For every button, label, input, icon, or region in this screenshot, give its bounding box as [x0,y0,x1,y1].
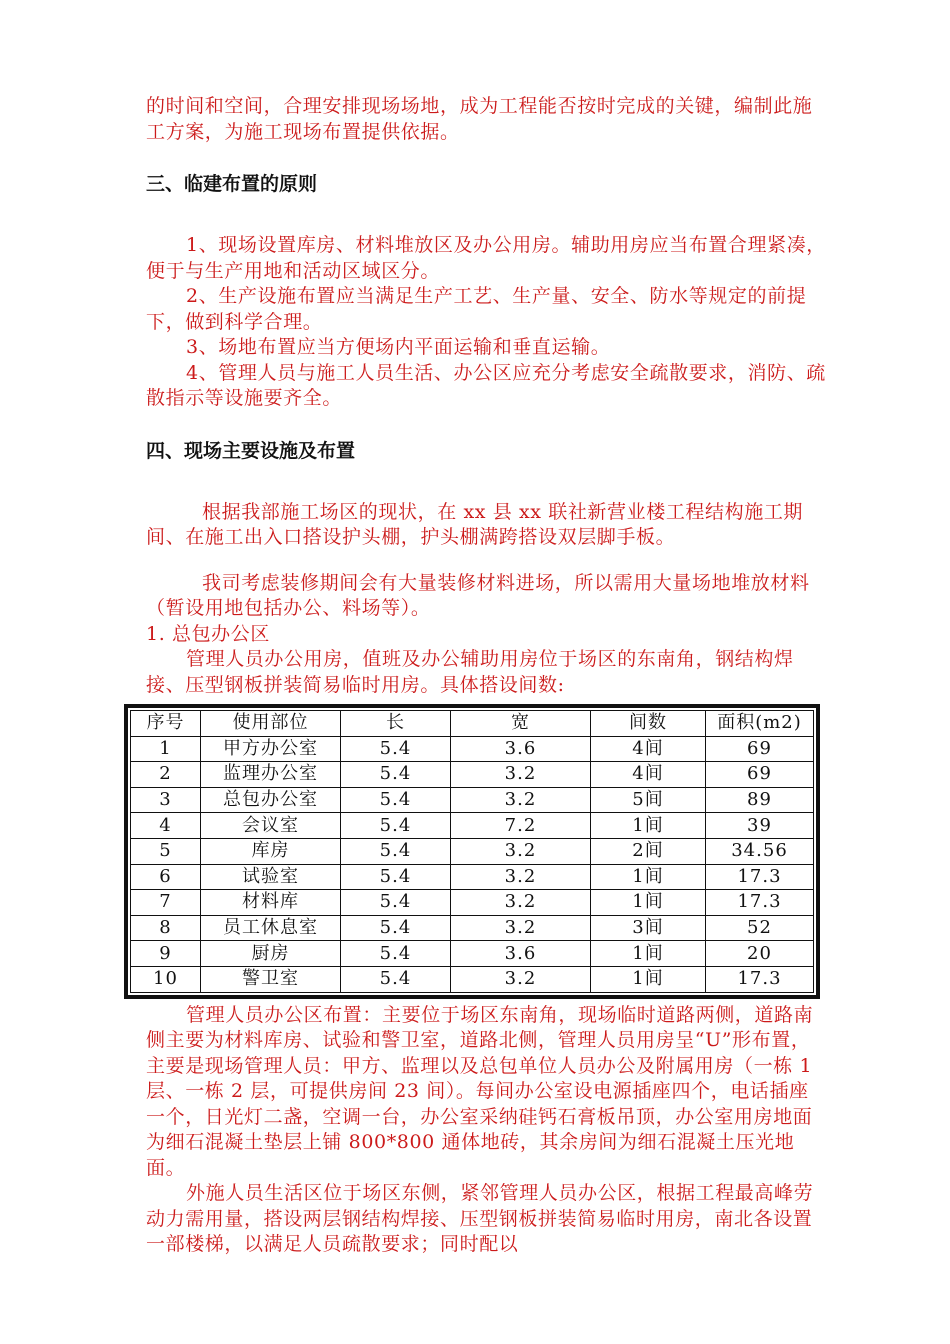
table-cell: 8 [131,915,201,941]
header-cell: 使用部位 [201,711,341,737]
section-4-paragraph-2: 我司考虑装修期间会有大量装修材料进场，所以需用大量场地堆放材料（暂设用地包括办公、料场等）。 [146,571,810,619]
table-cell: 库房 [201,838,341,864]
table-cell: 3.6 [451,941,591,967]
section-3-item-2: 2、生产设施布置应当满足生产工艺、生产量、安全、防水等规定的前提下，做到科学合理。 [146,285,807,333]
table-row [131,966,814,992]
after-paragraph-2: 外施人员生活区位于场区东侧，紧邻管理人员办公区，根据工程最高峰劳动力需用量，搭设两层钢结构焊接、压型钢板拼装简易临时用房，南北各设置一部楼梯，以满足人员疏散要求；同时配以 [146,1182,814,1256]
table-cell: 3.6 [451,736,591,762]
rooms-table [130,710,814,993]
table-cell: 5.4 [341,762,451,788]
table-cell: 监理办公室 [201,762,341,788]
after-paragraph-1: 管理人员办公区布置：主要位于场区东南角，现场临时道路两侧，道路南侧主要为材料库房、试验和警卫室，道路北侧，管理人员用房呈“U”形布置，主要是现场管理人员：甲方、监理以及总包单位人员办公及附属用房（一栋 1 层、一栋 2 层，可提供房间 23 间）。每间办公室设电源插座四个，电话插座一个，日光灯二盏，空调一台，办公室采纳硅钙石膏板吊顶，办公室用房地面为细石混凝土垫层上铺 800*800 通体地砖，其余房间为细石混凝土压光地面。 [146,1003,814,1179]
table-cell: 39 [706,813,814,839]
table-cell: 52 [706,915,814,941]
table-cell: 10 [131,966,201,992]
table-row [131,915,814,941]
table-cell: 1间 [591,813,706,839]
table-cell: 1间 [591,864,706,890]
table-cell: 5 [131,838,201,864]
table-cell: 3.2 [451,838,591,864]
intro-paragraph: 的时间和空间，合理安排现场场地，成为工程能否按时完成的关键，编制此施工方案，为施工现场布置提供依据。 [146,95,813,143]
table-cell: 34.56 [706,838,814,864]
table-cell: 5.4 [341,915,451,941]
table-cell: 试验室 [201,864,341,890]
table-cell: 1间 [591,890,706,916]
table-cell: 3.2 [451,787,591,813]
table-cell: 7 [131,890,201,916]
table-cell: 17.3 [706,966,814,992]
header-cell: 间数 [591,711,706,737]
table-cell: 材料库 [201,890,341,916]
rooms-table-frame [124,704,820,999]
section-3-item-1: 1、现场设置库房、材料堆放区及办公用房。辅助用房应当布置合理紧凑，便于与生产用地和活动区域区分。 [146,234,826,282]
table-cell: 20 [706,941,814,967]
table-cell: 7.2 [451,813,591,839]
table-cell: 5.4 [341,890,451,916]
table-cell: 17.3 [706,864,814,890]
table-cell: 2 [131,762,201,788]
table-cell: 4 [131,813,201,839]
section-4-paragraph-1: 根据我部施工场区的现状，在 xx 县 xx 联社新营业楼工程结构施工期间、在施工出入口搭设护头棚，护头棚满跨搭设双层脚手板。 [146,500,804,548]
table-cell: 69 [706,736,814,762]
subsection-1-text: 管理人员办公用房，值班及办公辅助用房位于场区的东南角，钢结构焊接、压型钢板拼装简易临时用房。具体搭设间数: [146,648,794,696]
table-cell: 甲方办公室 [201,736,341,762]
table-header-row [131,711,814,737]
table-cell: 总包办公室 [201,787,341,813]
table-cell: 5.4 [341,864,451,890]
table-cell: 17.3 [706,890,814,916]
section-4-title: 四、现场主要设施及布置 [146,439,356,462]
header-cell: 面积(m2) [706,711,814,737]
table-cell: 5.4 [341,941,451,967]
table-row [131,762,814,788]
section-3-title: 三、临建布置的原则 [146,173,318,195]
table-cell: 3.2 [451,966,591,992]
section-3-item-3: 3、场地布置应当方便场内平面运输和垂直运输。 [186,336,611,358]
table-row [131,736,814,762]
table-cell: 4间 [591,762,706,788]
table-cell: 3间 [591,915,706,941]
table-cell: 6 [131,864,201,890]
table-body [131,736,814,992]
table-row [131,813,814,839]
table-row [131,838,814,864]
table-cell: 89 [706,787,814,813]
table-row [131,787,814,813]
table-row [131,864,814,890]
table-cell: 3.2 [451,762,591,788]
table-cell: 69 [706,762,814,788]
table-cell: 警卫室 [201,966,341,992]
header-cell: 宽 [451,711,591,737]
document-page [146,94,826,1258]
table-cell: 员工休息室 [201,915,341,941]
table-cell: 9 [131,941,201,967]
table-cell: 2间 [591,838,706,864]
table-cell: 1 [131,736,201,762]
table-row [131,941,814,967]
table-cell: 3 [131,787,201,813]
table-cell: 5.4 [341,813,451,839]
section-3-item-4: 4、管理人员与施工人员生活、办公区应充分考虑安全疏散要求，消防、疏散指示等设施要齐全。 [146,361,826,409]
table-cell: 厨房 [201,941,341,967]
table-cell: 5.4 [341,787,451,813]
table-cell: 4间 [591,736,706,762]
table-cell: 会议室 [201,813,341,839]
header-cell: 长 [341,711,451,737]
table-cell: 5.4 [341,838,451,864]
table-row [131,890,814,916]
header-cell: 序号 [131,711,201,737]
table-cell: 1间 [591,966,706,992]
table-cell: 3.2 [451,915,591,941]
table-cell: 5间 [591,787,706,813]
subsection-1-title: 1. 总包办公区 [146,622,270,645]
table-cell: 5.4 [341,736,451,762]
table-cell: 1间 [591,941,706,967]
table-cell: 5.4 [341,966,451,992]
table-cell: 3.2 [451,864,591,890]
table-cell: 3.2 [451,890,591,916]
